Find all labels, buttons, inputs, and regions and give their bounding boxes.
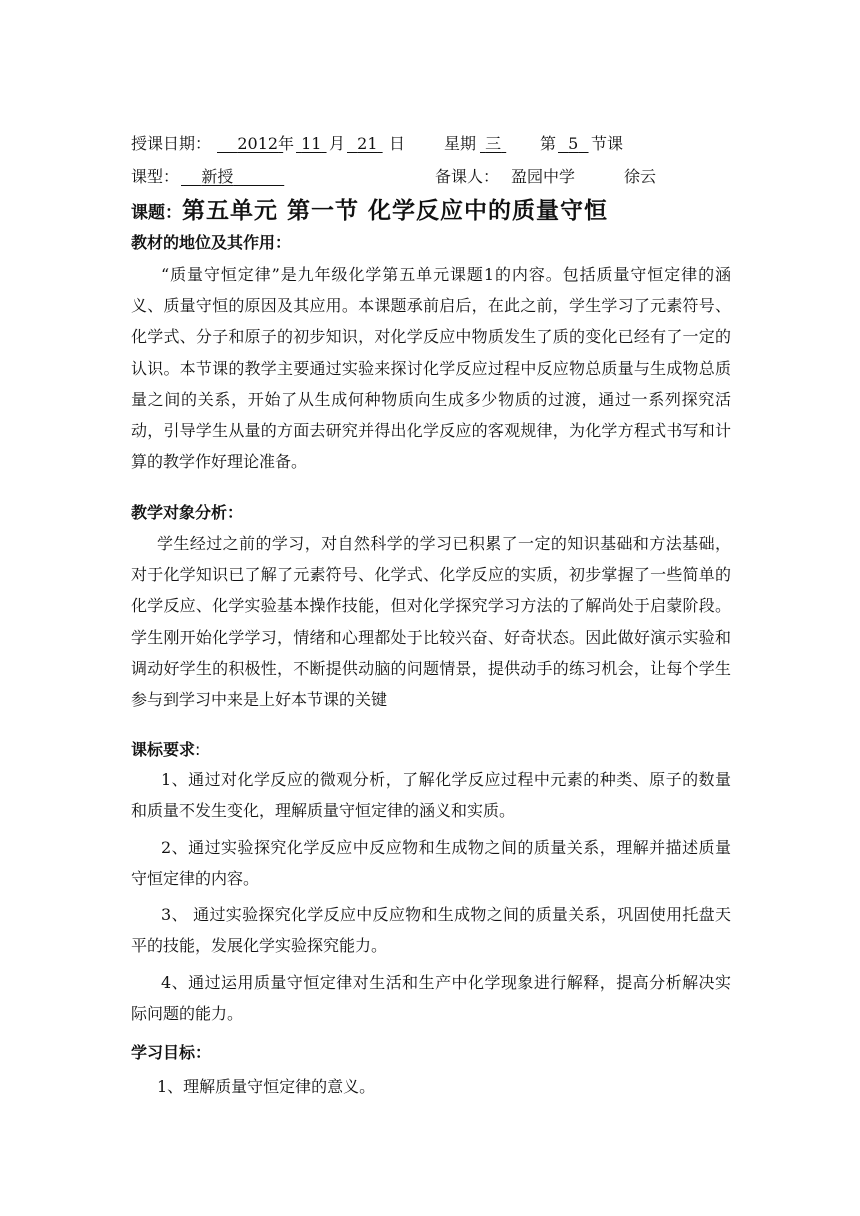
- section-heading-status: 教材的地位及其作用：: [131, 233, 292, 252]
- type-label: 课型：: [131, 167, 180, 186]
- section-heading-analysis: 教学对象分析：: [131, 503, 244, 522]
- date-day: 21: [357, 134, 378, 153]
- year-unit: 年: [278, 134, 295, 153]
- date-year: 2012: [237, 134, 279, 153]
- day-unit: 日: [389, 134, 406, 153]
- weekday-value: 三: [485, 134, 502, 153]
- school-name: 盈园中学: [511, 167, 576, 186]
- requirement-item-4: 4、通过运用质量守恒定律对生活和生产中化学现象进行解释，提高分析解决实际问题的能力。: [131, 973, 731, 1024]
- lesson-title: [131, 192, 608, 225]
- goal-item-1: 1、理解质量守恒定律的意义。: [157, 1077, 376, 1096]
- requirement-item-1: 1、通过对化学反应的微观分析，了解化学反应过程中元素的种类、原子的数量和质量不发生变化，理解质量守恒定律的涵义和实质。: [131, 770, 731, 821]
- preparer-label: 备课人：: [435, 167, 500, 186]
- type-value: 新授: [201, 167, 234, 186]
- lesson-prefix: 第: [540, 134, 557, 153]
- requirement-item-3: 3、 通过实验探究化学反应中反应物和生成物之间的质量关系，巩固使用托盘天平的技能，发展化学实验探究能力。: [131, 905, 731, 956]
- teacher-name: 徐云: [624, 167, 657, 186]
- month-unit: 月: [329, 134, 346, 153]
- title-text: 第五单元 第一节 化学反应中的质量守恒: [182, 198, 609, 224]
- section-heading-requirements: [131, 737, 200, 760]
- requirement-item-2: 2、通过实验探究化学反应中反应物和生成物之间的质量关系，理解并描述质量守恒定律的内容。: [131, 838, 731, 889]
- requirements-heading-colon: :: [195, 740, 201, 759]
- weekday-label: 星期: [444, 134, 477, 153]
- section-paragraph-status: “质量守恒定律”是九年级化学第五单元课题1的内容。包括质量守恒定律的涵义、质量守恒的原因及其应用。本课题承前启后，在此之前，学生学习了元素符号、化学式、分子和原子的初步知识，对化学反应中物质发生了质的变化已经有了一定的认识。本节课的教学主要通过实验来探讨化学反应过程中反应物总质量与生成物总质量之间的关系，开始了从生成何种物质向生成多少物质的过渡，通过一系列探究活动，引导学生从量的方面去研究并得出化学反应的客观规律，为化学方程式书写和计算的教学作好理论准备。: [131, 265, 731, 472]
- date-label: 授课日期：: [131, 134, 212, 153]
- lesson-suffix: 节课: [591, 134, 624, 153]
- lesson-number: 5: [568, 134, 579, 153]
- title-label: 课题：: [131, 203, 182, 223]
- section-paragraph-analysis: 学生经过之前的学习，对自然科学的学习已积累了一定的知识基础和方法基础，对于化学知识已了解了元素符号、化学式、化学反应的实质，初步掌握了一些简单的化学反应、化学实验基本操作技能，但对化学探究学习方法的了解尚处于启蒙阶段。学生刚开始化学学习，情绪和心理都处于比较兴奋、好奇状态。因此做好演示实验和调动好学生的积极性，不断提供动脑的问题情景，提供动手的练习机会，让每个学生参与到学习中来是上好本节课的关键: [131, 534, 731, 710]
- requirements-heading-text: 课标要求: [131, 740, 196, 759]
- date-month: 11: [301, 134, 322, 153]
- section-heading-goals: 学习目标：: [131, 1043, 212, 1062]
